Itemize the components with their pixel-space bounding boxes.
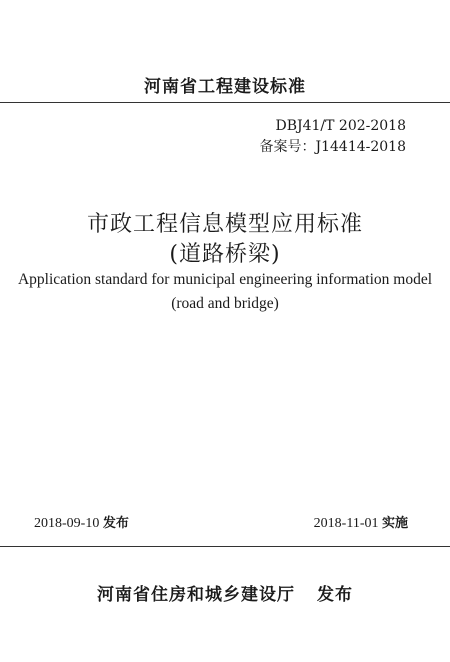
filing-number: J14414-2018 bbox=[315, 139, 406, 155]
issuing-standard-series: 河南省工程建设标准 bbox=[144, 77, 306, 97]
filing-line bbox=[259, 137, 406, 158]
chinese-title-main: 市政工程信息模型应用标准 bbox=[86, 212, 363, 237]
chinese-title-sub: (道路桥梁) bbox=[169, 242, 281, 267]
issue-label: 发布 bbox=[102, 516, 129, 531]
issue-date-line bbox=[34, 512, 129, 532]
chinese-title bbox=[0, 210, 450, 270]
issue-date: 2018-09-10 bbox=[34, 516, 100, 531]
standard-identifiers bbox=[259, 116, 406, 158]
effective-label: 实施 bbox=[381, 516, 408, 531]
filing-label: 备案号： bbox=[259, 139, 316, 155]
effective-date: 2018-11-01 bbox=[313, 516, 379, 531]
standard-code: DBJ41/T 202-2018 bbox=[275, 118, 406, 134]
bottom-divider bbox=[0, 546, 450, 547]
publisher-action: 发布 bbox=[317, 585, 353, 605]
publisher-line bbox=[0, 580, 450, 605]
english-title-sub: (road and bridge) bbox=[171, 295, 279, 312]
effective-date-line bbox=[314, 512, 408, 532]
english-title-main: Application standard for municipal engineering information model bbox=[17, 271, 433, 288]
english-title bbox=[0, 268, 450, 316]
publisher-name: 河南省住房和城乡建设厅 bbox=[97, 585, 295, 605]
top-divider bbox=[0, 102, 450, 103]
